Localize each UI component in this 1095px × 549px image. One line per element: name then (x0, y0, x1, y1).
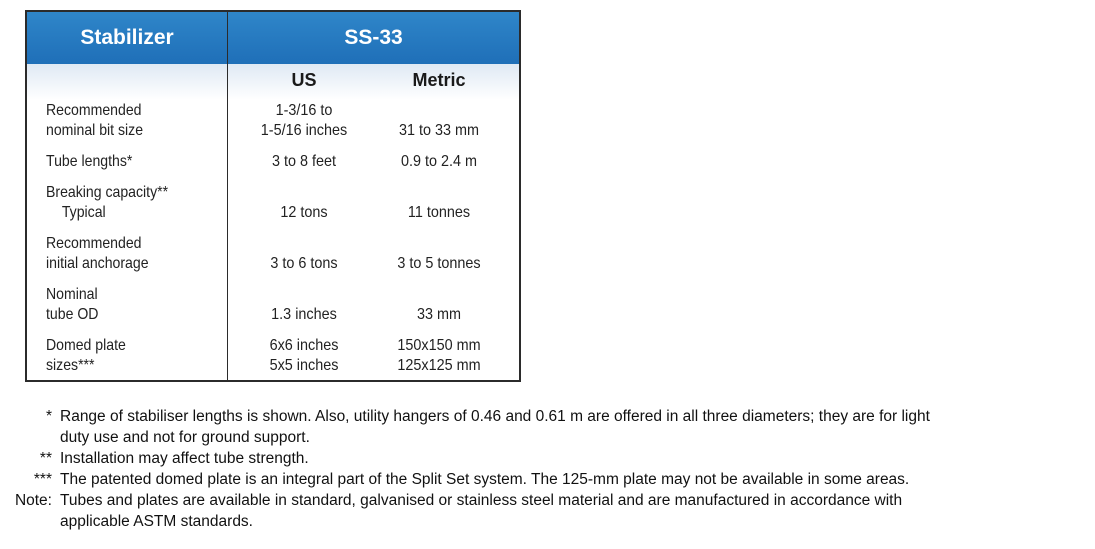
row-us-domed-plate: 6x6 inches 5x5 inches (269, 337, 339, 374)
footnote-text: duty use and not for ground support. (60, 429, 310, 446)
footnote-mark: ** (39, 450, 52, 467)
footnote-mark: *** (33, 471, 52, 488)
row-metric-bit-size: 31 to 33 mm (398, 122, 480, 139)
spec-table (25, 10, 521, 382)
footnotes (0, 406, 1095, 532)
row-label-bit-size: Recommended nominal bit size (46, 102, 144, 139)
row-label-tube-od: Nominal tube OD (46, 286, 99, 323)
column-divider (227, 12, 228, 380)
row-label-tube-lengths: Tube lengths* (46, 153, 133, 170)
col-us: US (291, 70, 317, 90)
row-us-breaking-capacity: 12 tons (280, 204, 328, 221)
table-header (27, 12, 519, 65)
footnote-text: Tubes and plates are available in standard, galvanised or stainless steel material and are manufactured in accordance with (60, 492, 903, 509)
row-metric-domed-plate: 150x150 mm 125x125 mm (397, 337, 481, 374)
footnote-2 (0, 448, 1095, 469)
row-us-bit-size: 1-3/16 to 1-5/16 inches (260, 102, 348, 139)
col-metric: Metric (412, 70, 466, 90)
row-metric-initial-anchorage: 3 to 5 tonnes (397, 255, 481, 272)
row-metric-tube-od: 33 mm (416, 306, 462, 323)
footnote-mark: Note: (14, 492, 52, 509)
row-label-initial-anchorage: Recommended initial anchorage (46, 235, 149, 272)
footnote-text: The patented domed plate is an integral part of the Split Set system. The 125-mm plate may not be available in some areas. (60, 471, 910, 488)
footnote-text: Installation may affect tube strength. (60, 450, 309, 467)
footnote-text: applicable ASTM standards. (60, 513, 253, 530)
row-metric-breaking-capacity: 11 tonnes (407, 204, 471, 221)
row-label-domed-plate: Domed plate sizes*** (46, 337, 126, 374)
row-us-tube-od: 1.3 inches (271, 306, 337, 323)
row-us-initial-anchorage: 3 to 6 tons (270, 255, 338, 272)
footnote-3 (0, 469, 1095, 490)
footnote-mark: * (45, 408, 52, 425)
footnote-1 (0, 406, 1095, 448)
header-stabilizer: Stabilizer (80, 26, 174, 49)
header-model: SS-33 (344, 26, 403, 49)
footnote-note (0, 490, 1095, 532)
row-us-tube-lengths: 3 to 8 feet (271, 153, 337, 170)
row-label-breaking-capacity: Breaking capacity** Typical (46, 184, 169, 221)
footnote-text: Range of stabiliser lengths is shown. Also, utility hangers of 0.46 and 0.61 m are offered in all three diameters; they are for light (60, 408, 930, 425)
row-metric-tube-lengths: 0.9 to 2.4 m (400, 153, 478, 170)
